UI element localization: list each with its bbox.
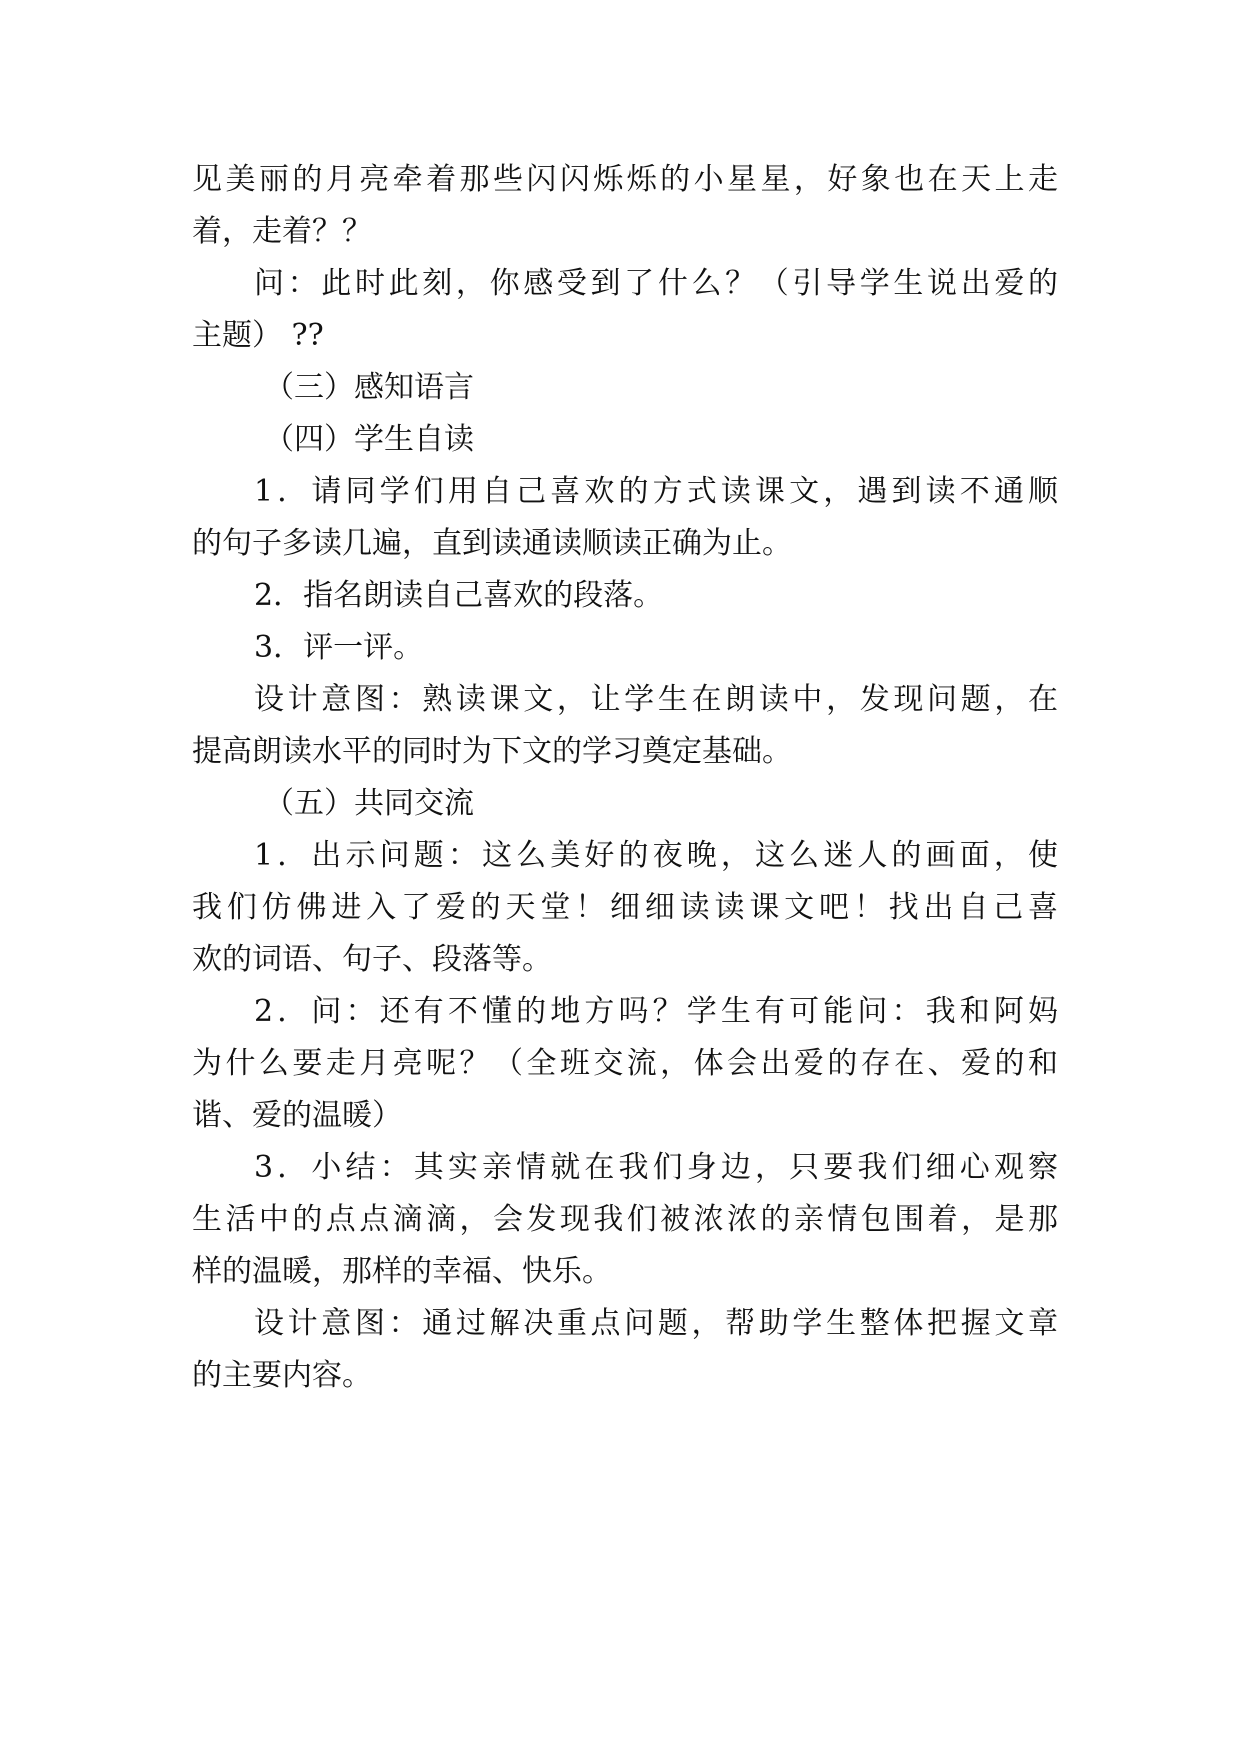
list-item-3: 3．评一评。 — [254, 630, 424, 665]
question-line: 问：此时此刻，你感受到了什么？（引导学生说出爱的 — [254, 266, 1058, 301]
design-intent-line: 设计意图：熟读课文，让学生在朗读中，发现问题，在 — [254, 682, 1058, 717]
list-item-2: 2．问：还有不懂的地方吗？学生有可能问：我和阿妈 — [254, 994, 1058, 1029]
text-line: 谐、爱的温暖） — [192, 1098, 402, 1133]
section-heading-5: （五）共同交流 — [264, 786, 474, 821]
text-line: 我们仿佛进入了爱的天堂！细细读读课文吧！找出自己喜 — [192, 890, 1058, 925]
list-item-1: 1．请同学们用自己喜欢的方式读课文，遇到读不通顺 — [254, 474, 1058, 509]
text-line: 的主要内容。 — [192, 1358, 372, 1393]
text-line: 生活中的点点滴滴，会发现我们被浓浓的亲情包围着，是那 — [192, 1202, 1058, 1237]
section-heading-4: （四）学生自读 — [264, 422, 474, 457]
text-line: 着，走着？？ — [192, 214, 372, 249]
text-line: 欢的词语、句子、段落等。 — [192, 942, 552, 977]
text-line: 主题） ?? — [192, 318, 324, 353]
text-line: 提高朗读水平的同时为下文的学习奠定基础。 — [192, 734, 792, 769]
list-item-2: 2．指名朗读自己喜欢的段落。 — [254, 578, 664, 613]
text-line: 见美丽的月亮牵着那些闪闪烁烁的小星星，好象也在天上走 — [192, 162, 1058, 197]
text-line: 为什么要走月亮呢？（全班交流，体会出爱的存在、爱的和 — [192, 1046, 1058, 1081]
text-line: 的句子多读几遍，直到读通读顺读正确为止。 — [192, 526, 792, 561]
list-item-1: 1．出示问题：这么美好的夜晚，这么迷人的画面，使 — [254, 838, 1058, 873]
text-line: 样的温暖，那样的幸福、快乐。 — [192, 1254, 612, 1289]
design-intent-line: 设计意图：通过解决重点问题，帮助学生整体把握文章 — [254, 1306, 1058, 1341]
section-heading-3: （三）感知语言 — [264, 370, 474, 405]
list-item-3: 3．小结：其实亲情就在我们身边，只要我们细心观察 — [254, 1150, 1058, 1185]
